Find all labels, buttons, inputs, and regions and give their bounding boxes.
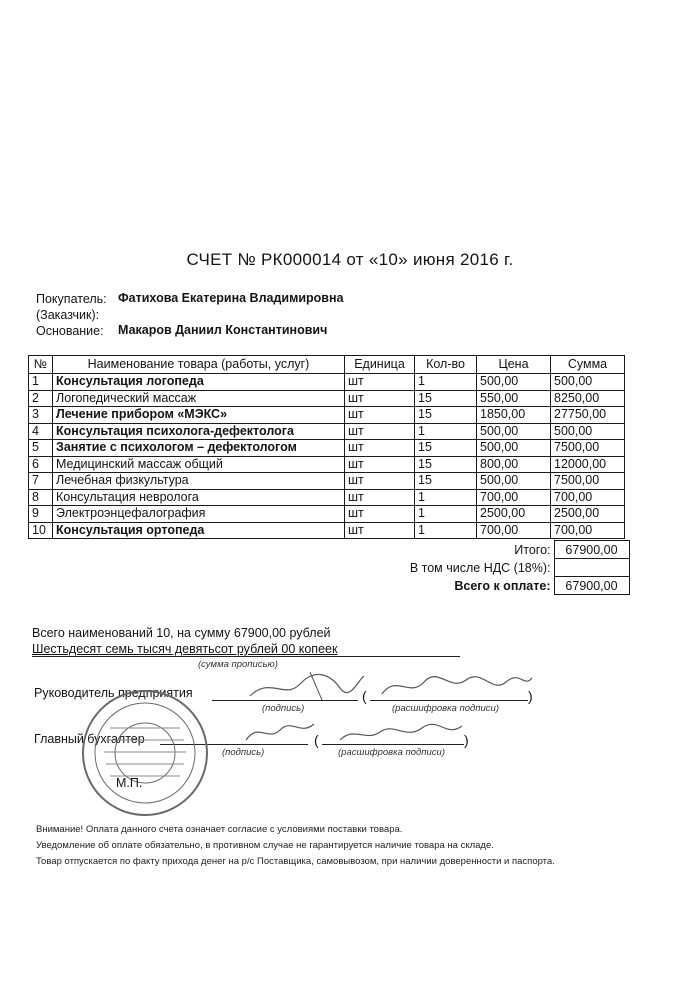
basis-name: Макаров Даниил Константинович: [118, 323, 328, 337]
amount-words-underline: [32, 656, 460, 657]
director-decode-scribble: [376, 670, 536, 702]
row-sum: 27750,00: [551, 407, 625, 424]
row-qty: 1: [415, 506, 477, 523]
row-price: 800,00: [477, 456, 551, 473]
row-sum: 500,00: [551, 374, 625, 391]
payment-notes: [36, 822, 555, 870]
col-header-qty: Кол-во: [415, 356, 477, 374]
row-unit: шт: [345, 374, 415, 391]
pay-label: Всего к оплате:: [454, 578, 551, 593]
row-name: Медицинский массаж общий: [53, 456, 345, 473]
table-header-row: [29, 356, 625, 374]
accountant-decode-open-paren: (: [314, 732, 319, 748]
row-name: Консультация невролога: [53, 489, 345, 506]
row-sum: 7500,00: [551, 440, 625, 457]
row-number: 2: [29, 390, 53, 407]
row-qty: 15: [415, 407, 477, 424]
row-name: Логопедический массаж: [53, 390, 345, 407]
total-row: [28, 541, 629, 559]
col-header-price: Цена: [477, 356, 551, 374]
row-qty: 15: [415, 390, 477, 407]
table-row: [29, 407, 625, 424]
row-price: 500,00: [477, 423, 551, 440]
row-sum: 700,00: [551, 489, 625, 506]
row-number: 7: [29, 473, 53, 490]
col-header-sum: Сумма: [551, 356, 625, 374]
invoice-title: СЧЕТ № РК000014 от «10» июня 2016 г.: [186, 250, 514, 269]
items-table: [28, 355, 625, 539]
row-qty: 15: [415, 456, 477, 473]
row-price: 2500,00: [477, 506, 551, 523]
table-row: [29, 440, 625, 457]
row-sum: 12000,00: [551, 456, 625, 473]
director-sign-caption: (подпись): [262, 703, 305, 714]
row-number: 5: [29, 440, 53, 457]
vat-value: [554, 559, 629, 577]
amount-words-caption: (сумма прописью): [198, 659, 278, 670]
pay-row: [28, 577, 629, 595]
row-name: Лечение прибором «МЭКС»: [53, 407, 345, 424]
row-unit: шт: [345, 506, 415, 523]
amount-in-words: Шестьдесят семь тысяч девятьсот рублей 00 копеек: [32, 642, 338, 656]
table-row: [29, 473, 625, 490]
row-unit: шт: [345, 522, 415, 539]
director-signature-scribble: [240, 666, 370, 704]
row-price: 500,00: [477, 374, 551, 391]
director-label: Руководитель предприятия: [34, 686, 193, 700]
row-price: 500,00: [477, 440, 551, 457]
row-name: Консультация логопеда: [53, 374, 345, 391]
row-number: 10: [29, 522, 53, 539]
row-number: 9: [29, 506, 53, 523]
director-decode-close-paren: ): [528, 688, 533, 704]
row-qty: 1: [415, 374, 477, 391]
director-decode-caption: (расшифровка подписи): [392, 703, 499, 714]
totals-table: [28, 540, 630, 595]
total-value: 67900,00: [554, 541, 629, 559]
row-qty: 15: [415, 473, 477, 490]
row-name: Лечебная физкультура: [53, 473, 345, 490]
row-price: 700,00: [477, 522, 551, 539]
row-price: 700,00: [477, 489, 551, 506]
row-sum: 8250,00: [551, 390, 625, 407]
table-row: [29, 390, 625, 407]
seal-placeholder-mp: М.П.: [116, 776, 143, 790]
row-number: 8: [29, 489, 53, 506]
row-name: Занятие с психологом – дефектологом: [53, 440, 345, 457]
row-unit: шт: [345, 489, 415, 506]
round-seal-stamp: [80, 688, 210, 818]
row-price: 1850,00: [477, 407, 551, 424]
row-unit: шт: [345, 423, 415, 440]
note-line: Товар отпускается по факту прихода денег на р/с Поставщика, самовывозом, при наличии доверенности и паспорта.: [36, 856, 555, 867]
row-qty: 1: [415, 522, 477, 539]
row-sum: 500,00: [551, 423, 625, 440]
table-row: [29, 522, 625, 539]
note-line: Уведомление об оплате обязательно, в противном случае не гарантируется наличие товара на складе.: [36, 840, 494, 851]
row-unit: шт: [345, 473, 415, 490]
row-qty: 15: [415, 440, 477, 457]
accountant-sign-caption: (подпись): [222, 747, 265, 758]
row-unit: шт: [345, 440, 415, 457]
col-header-name: Наименование товара (работы, услуг): [53, 356, 345, 374]
row-number: 4: [29, 423, 53, 440]
total-label: Итого:: [514, 542, 551, 557]
row-price: 500,00: [477, 473, 551, 490]
note-line: Внимание! Оплата данного счета означает согласие с условиями поставки товара.: [36, 824, 403, 835]
items-count-line: Всего наименований 10, на сумму 67900,00 рублей: [32, 626, 331, 640]
row-number: 3: [29, 407, 53, 424]
row-sum: 7500,00: [551, 473, 625, 490]
row-qty: 1: [415, 423, 477, 440]
table-row: [29, 374, 625, 391]
pay-value: 67900,00: [554, 577, 629, 595]
row-number: 6: [29, 456, 53, 473]
row-sum: 700,00: [551, 522, 625, 539]
accountant-decode-close-paren: ): [464, 732, 469, 748]
accountant-decode-caption: (расшифровка подписи): [338, 747, 445, 758]
vat-label: В том числе НДС (18%):: [409, 560, 551, 575]
row-name: Консультация психолога-дефектолога: [53, 423, 345, 440]
row-sum: 2500,00: [551, 506, 625, 523]
row-unit: шт: [345, 390, 415, 407]
table-row: [29, 456, 625, 473]
row-qty: 1: [415, 489, 477, 506]
accountant-label: Главный бухгалтер: [34, 732, 145, 746]
table-row: [29, 506, 625, 523]
accountant-decode-scribble: [336, 718, 466, 748]
row-unit: шт: [345, 407, 415, 424]
row-unit: шт: [345, 456, 415, 473]
vat-row: [28, 559, 629, 577]
row-price: 550,00: [477, 390, 551, 407]
row-name: Электроэнцефалография: [53, 506, 345, 523]
table-row: [29, 423, 625, 440]
col-header-number: №: [29, 356, 53, 374]
buyer-name: Фатихова Екатерина Владимировна: [118, 291, 344, 305]
col-header-unit: Единица: [345, 356, 415, 374]
table-row: [29, 489, 625, 506]
accountant-signature-scribble: [240, 716, 320, 746]
customer-label: (Заказчик):: [36, 308, 100, 322]
basis-label: Основание:: [36, 324, 104, 338]
buyer-label: Покупатель:: [36, 292, 107, 306]
row-name: Консультация ортопеда: [53, 522, 345, 539]
row-number: 1: [29, 374, 53, 391]
director-decode-open-paren: (: [362, 688, 367, 704]
